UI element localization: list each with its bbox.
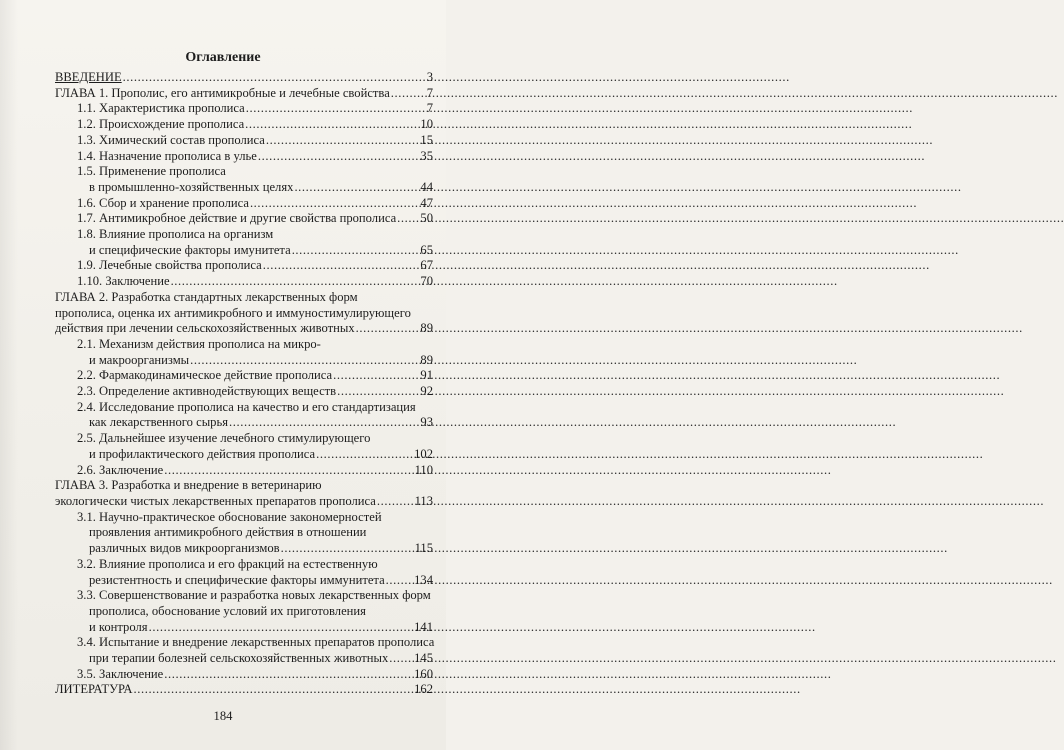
leader-dots: [397, 211, 419, 227]
toc-entry-2-3: [55, 384, 433, 400]
toc-entry-1-2: [55, 117, 433, 133]
toc-page-number: 145: [414, 651, 433, 666]
toc-page-number: 113: [414, 493, 433, 508]
toc-page-number: 44: [420, 179, 433, 194]
toc-entry-text: 2.3. Определение активнодействующих веществ: [77, 384, 337, 399]
toc-entry-text: при терапии болезней сельскохозяйственных животных: [89, 651, 389, 666]
toc-page-number: 67: [420, 258, 433, 273]
page-number: 184: [213, 709, 233, 723]
leader-dots: [245, 117, 419, 133]
leader-dots: [266, 133, 420, 149]
toc-page-number: 35: [420, 148, 433, 163]
toc-page-number: 110: [414, 462, 433, 477]
book-page: [0, 0, 446, 750]
toc-entry-text: 1.7. Антимикробное действие и другие свойства прополиса: [77, 211, 397, 226]
toc-page-number: 93: [420, 415, 433, 430]
toc-entry-2-5: [55, 431, 433, 462]
toc-entry-text: 3.5. Заключение: [77, 666, 164, 681]
toc-page-number: 47: [420, 195, 433, 210]
toc-entry-3-5: [55, 667, 433, 683]
leader-dots: [123, 70, 426, 86]
toc-entry-text: и специфические факторы имунитета: [89, 242, 291, 257]
toc-entry-1-8: [55, 227, 433, 258]
toc-entry-text: проявления антимикробного действия в отношении: [89, 525, 367, 540]
toc-entry-2-2: [55, 368, 433, 384]
toc-entry-text: 1.4. Назначение прополиса в улье: [77, 148, 257, 163]
toc-page-number: 89: [420, 352, 433, 367]
toc-entry-2-6: [55, 463, 433, 479]
toc-entry-1-1: [55, 101, 433, 117]
toc-page-number: 102: [414, 446, 433, 461]
toc-entry-1-4: [55, 149, 433, 165]
leader-dots: [134, 682, 414, 698]
toc-entry-text: 3.3. Совершенствование и разработка новых лекарственных форм: [77, 588, 431, 603]
toc-entry-1-6: [55, 196, 433, 212]
page-title: Оглавление: [185, 50, 261, 65]
toc-entry-2-1: [55, 337, 433, 368]
leader-dots: [258, 149, 420, 165]
toc-entry-chapter-1: [55, 86, 433, 102]
toc-entry-text: ГЛАВА 2. Разработка стандартных лекарственных форм: [55, 289, 358, 304]
toc-entry-text: прополиса, оценка их антимикробного и иммуностимулирующего: [55, 305, 411, 320]
toc-page-number: 141: [414, 619, 433, 634]
toc-page-number: 92: [420, 384, 433, 399]
toc-entry-text: как лекарственного сырья: [89, 415, 228, 430]
toc-entry-3-2: [55, 557, 433, 588]
toc-page-number: 134: [414, 572, 433, 587]
leader-dots: [333, 368, 419, 384]
toc-entry-text: и макроорганизмы: [89, 352, 190, 367]
toc-entry-text: резистентность и специфические факторы иммунитета: [89, 572, 385, 587]
toc-entry-text: ГЛАВА 3. Разработка и внедрение в ветеринарию: [55, 478, 322, 493]
toc-entry-literature: [55, 682, 433, 698]
toc-entry-text: 2.4. Исследование прополиса на качество и его стандартизация: [77, 399, 416, 414]
leader-dots: [316, 447, 413, 463]
toc-entry-text: 1.8. Влияние прополиса на организм: [77, 227, 274, 242]
toc-entry-text: 2.5. Дальнейшее изучение лечебного стимулирующего: [77, 431, 371, 446]
toc-entry-text: 2.1. Механизм действия прополиса на микро-: [77, 336, 321, 351]
toc-page-number: 162: [414, 682, 433, 697]
toc-page-number: 10: [420, 117, 433, 132]
toc-entry-text: 1.6. Сбор и хранение прополиса: [77, 195, 249, 210]
toc-entry-text: и контроля: [89, 619, 148, 634]
toc-entry-text: ГЛАВА 1. Прополис, его антимикробные и лечебные свойства: [55, 85, 390, 100]
leader-dots: [386, 573, 413, 589]
toc-entry-1-3: [55, 133, 433, 149]
toc-entry-text: 1.2. Происхождение прополиса: [77, 117, 245, 132]
leader-dots: [149, 620, 414, 636]
toc-entry-chapter-2: [55, 290, 433, 337]
toc-entry-text: 1.3. Химический состав прополиса: [77, 132, 265, 147]
leader-dots: [190, 353, 419, 369]
toc-entry-text: ВВЕДЕНИЕ: [55, 70, 122, 84]
leader-dots: [229, 415, 419, 431]
toc-page-number: 65: [420, 242, 433, 257]
leader-dots: [164, 667, 413, 683]
toc-entry-text: 2.6. Заключение: [77, 462, 164, 477]
toc-entry-text: 3.2. Влияние прополиса и его фракций на естественную: [77, 556, 378, 571]
toc-page-number: 7: [426, 85, 433, 100]
leader-dots: [171, 274, 420, 290]
page-shadow: [0, 0, 18, 750]
leader-dots: [337, 384, 419, 400]
leader-dots: [281, 541, 414, 557]
toc-entry-1-9: [55, 258, 433, 274]
toc-page-number: 91: [420, 368, 433, 383]
toc-entry-2-4: [55, 400, 433, 431]
toc-entry-text: различных видов микроорганизмов: [89, 541, 280, 556]
leader-dots: [389, 651, 413, 667]
toc-entry-text: экологически чистых лекарственных препаратов прополиса: [55, 493, 376, 508]
toc-entry-3-3: [55, 588, 433, 635]
leader-dots: [263, 258, 420, 274]
toc-entry-text: 2.2. Фармакодинамическое действие прополиса: [77, 368, 333, 383]
toc-entry-text: 3.4. Испытание и внедрение лекарственных препаратов прополиса: [77, 635, 435, 650]
toc-entry-text: 1.10. Заключение: [77, 274, 170, 289]
toc-entry-introduction: [55, 70, 433, 86]
toc-entry-text: действия при лечении сельскохозяйственных животных: [55, 321, 355, 336]
toc-page-number: 50: [420, 211, 433, 226]
toc-entry-text: 1.9. Лечебные свойства прополиса: [77, 258, 262, 273]
toc-page-number: 3: [426, 70, 433, 84]
toc-entry-text: прополиса, обоснование условий их приготовления: [89, 603, 366, 618]
toc-entry-1-5: [55, 164, 433, 195]
leader-dots: [356, 321, 420, 337]
toc-page-number: 70: [420, 274, 433, 289]
toc-entry-text: в промышленно-хозяйственных целях: [89, 179, 294, 194]
leader-dots: [250, 196, 419, 212]
leader-dots: [246, 101, 426, 117]
toc-entry-chapter-3: [55, 478, 433, 509]
table-of-contents: [55, 70, 433, 698]
leader-dots: [292, 243, 420, 259]
leader-dots: [294, 180, 419, 196]
toc-page-number: 160: [414, 666, 433, 681]
toc-page-number: 115: [414, 541, 433, 556]
toc-entry-text: 1.1. Характеристика прополиса: [77, 101, 245, 116]
toc-entry-text: 3.1. Научно-практическое обоснование закономерностей: [77, 509, 382, 524]
toc-entry-text: 1.5. Применение прополиса: [77, 164, 226, 179]
toc-page-number: 89: [420, 321, 433, 336]
toc-entry-1-7: [55, 211, 433, 227]
toc-entry-3-1: [55, 510, 433, 557]
leader-dots: [164, 463, 413, 479]
toc-entry-text: и профилактического действия прополиса: [89, 446, 316, 461]
toc-page-number: 7: [426, 101, 433, 116]
toc-page-number: 15: [420, 132, 433, 147]
leader-dots: [377, 494, 414, 510]
leader-dots: [391, 86, 426, 102]
toc-entry-text: ЛИТЕРАТУРА: [55, 682, 133, 697]
toc-entry-3-4: [55, 635, 433, 666]
toc-entry-1-10: [55, 274, 433, 290]
